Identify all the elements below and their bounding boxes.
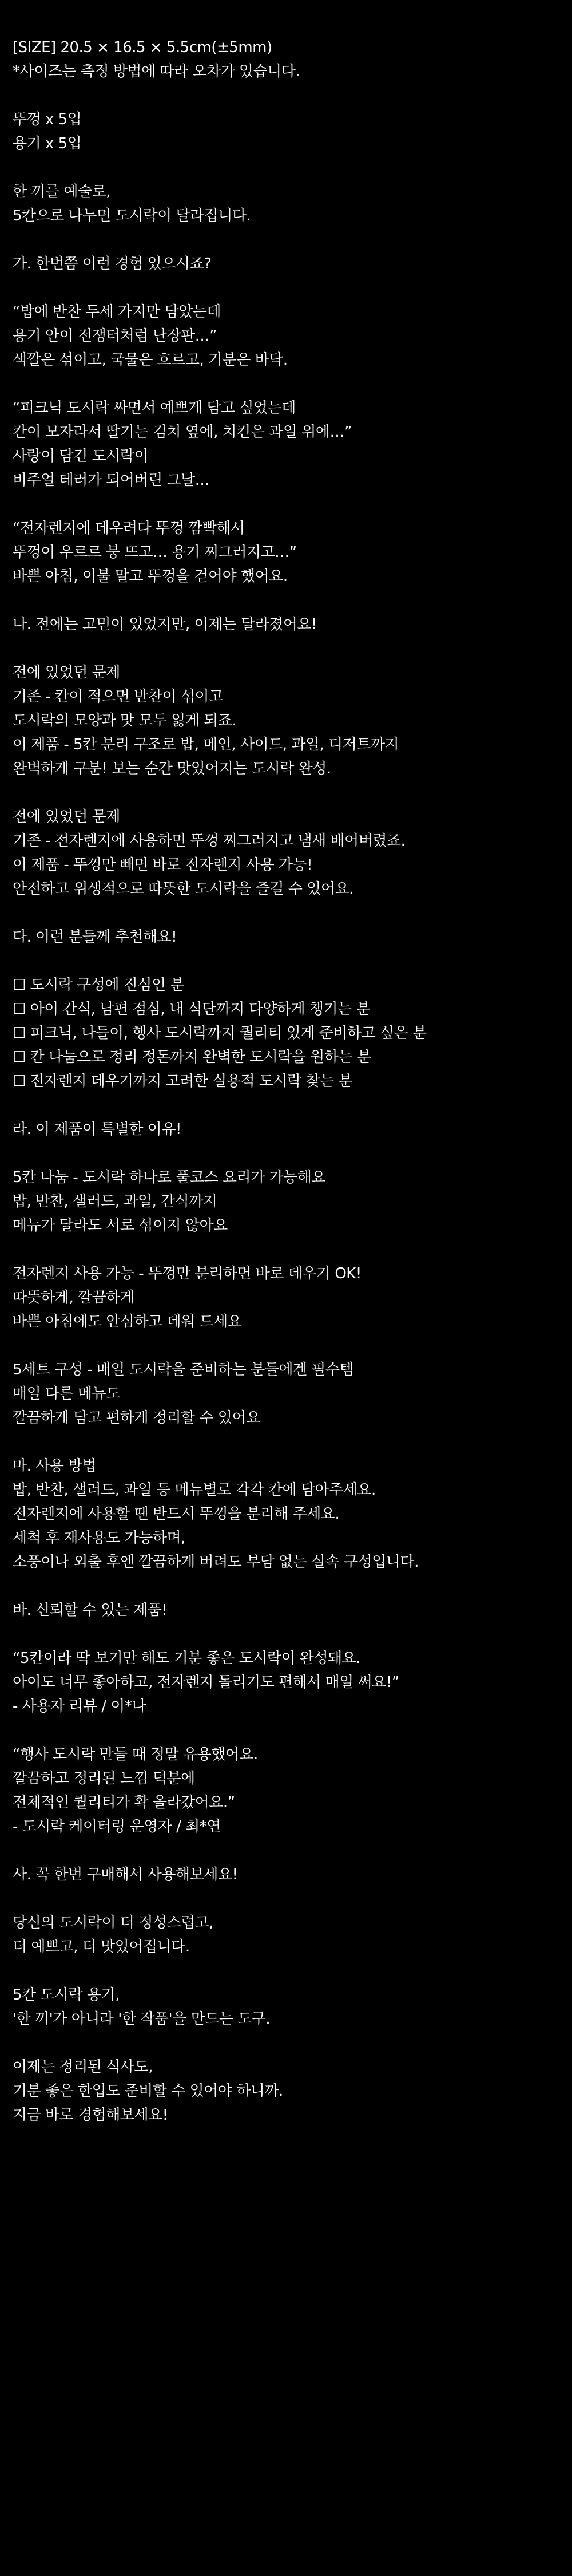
- text-line: 밥, 반찬, 샐러드, 과일, 간식까지: [13, 1193, 217, 1210]
- blank-line: [13, 276, 572, 300]
- text-line: ☐ 도시락 구성에 진심인 분: [13, 977, 185, 994]
- text-line: 전에 있었던 문제: [13, 808, 120, 825]
- text-line: 기존 - 전자렌지에 사용하면 뚜껑 찌그러지고 냄새 배어버렸죠.: [13, 832, 406, 850]
- text-line: 따뜻하게, 깔끔하게: [13, 1289, 134, 1306]
- text-line: 전자렌지에 사용할 땐 반드시 뚜껑을 분리해 주세요.: [13, 1506, 340, 1523]
- text-line: 세척 후 재사용도 가능하며,: [13, 1530, 185, 1547]
- text-line: 뚜껑이 우르르 붕 뜨고… 용기 찌그러지고…”: [13, 544, 297, 561]
- text-line: 소풍이나 외출 후엔 깔끔하게 버려도 부담 없는 실속 구성입니다.: [13, 1554, 419, 1571]
- text-line: 가. 한번쯤 이런 경험 있으시죠?: [13, 255, 212, 272]
- text-line: 5세트 구성 - 매일 도시락을 준비하는 분들에겐 필수템: [13, 1361, 354, 1378]
- blank-line: [13, 1887, 572, 1911]
- text-line: “피크닉 도시락 싸면서 예쁘게 담고 싶었는데: [13, 400, 296, 417]
- text-line: 색깔은 섞이고, 국물은 흐르고, 기분은 바닥.: [13, 351, 288, 369]
- text-line: 다. 이런 분들께 추천해요!: [13, 929, 177, 946]
- blank-line: [13, 1839, 572, 1863]
- text-line: ☐ 칸 나눔으로 정리 정돈까지 완벽한 도시락을 원하는 분: [13, 1049, 371, 1066]
- text-line: [SIZE] 20.5 × 16.5 × 5.5cm(±5mm): [13, 39, 272, 56]
- text-line: “행사 도시락 만들 때 정말 유용했어요.: [13, 1746, 258, 1763]
- text-line: 당신의 도시락이 더 정성스럽고,: [13, 1914, 214, 1931]
- text-line: 5칸으로 나누면 도시락이 달라집니다.: [13, 207, 251, 224]
- text-line: - 사용자 리뷰 / 이*나: [13, 1698, 146, 1715]
- blank-line: [13, 1093, 572, 1117]
- text-line: 더 예쁘고, 더 맛있어집니다.: [13, 1938, 190, 1955]
- blank-line: [13, 1959, 572, 1983]
- blank-line: [13, 588, 572, 613]
- blank-line: [13, 1574, 572, 1598]
- text-line: 기분 좋은 한입도 준비할 수 있어야 하니까.: [13, 2083, 283, 2100]
- text-line: 비주얼 테러가 되어버린 그날…: [13, 472, 210, 489]
- text-line: 이 제품 - 5칸 분리 구조로 밥, 메인, 사이드, 과일, 디저트까지: [13, 736, 399, 753]
- text-line: 마. 사용 방법: [13, 1457, 97, 1475]
- text-line: 이제는 정리된 식사도,: [13, 2059, 153, 2076]
- text-line: “전자렌지에 데우려다 뚜껑 깜빡해서: [13, 520, 245, 537]
- text-line: 전자렌지 사용 가능 - 뚜껑만 분리하면 바로 데우기 OK!: [13, 1265, 362, 1282]
- text-line: 사랑이 담긴 도시락이: [13, 448, 149, 465]
- text-line: ☐ 피크닉, 나들이, 행사 도시락까지 퀄리티 있게 준비하고 싶은 분: [13, 1025, 427, 1042]
- text-line: 나. 전에는 고민이 있었지만, 이제는 달라졌어요!: [13, 616, 317, 633]
- blank-line: [13, 949, 572, 973]
- text-line: 깔끔하고 정리된 느낌 덕분에: [13, 1770, 195, 1787]
- text-line: 라. 이 제품이 특별한 이유!: [13, 1121, 181, 1138]
- text-line: 5칸 나눔 - 도시락 하나로 풀코스 요리가 가능해요: [13, 1169, 325, 1186]
- text-line: 5칸 도시락 용기,: [13, 1986, 120, 2004]
- text-line: 용기 안이 전쟁터처럼 난장판…”: [13, 327, 217, 345]
- blank-line: [13, 637, 572, 661]
- blank-line: [13, 492, 572, 516]
- text-line: *사이즈는 측정 방법에 따라 오차가 있습니다.: [13, 63, 300, 80]
- blank-line: [13, 781, 572, 805]
- blank-line: [13, 901, 572, 925]
- text-line: 깔끔하게 담고 편하게 정리할 수 있어요: [13, 1409, 260, 1427]
- blank-line: [13, 228, 572, 252]
- blank-line: [13, 1334, 572, 1358]
- text-line: 한 끼를 예술로,: [13, 183, 110, 200]
- blank-line: [13, 156, 572, 180]
- blank-line: [13, 1622, 572, 1646]
- text-line: 기존 - 칸이 적으면 반찬이 섞이고: [13, 688, 223, 705]
- text-line: 밥, 반찬, 샐러드, 과일 등 메뉴별로 각각 칸에 담아주세요.: [13, 1481, 376, 1499]
- text-line: 이 제품 - 뚜껑만 빼면 바로 전자렌지 사용 가능!: [13, 856, 313, 874]
- text-line: 바. 신뢰할 수 있는 제품!: [13, 1602, 168, 1619]
- text-line: 메뉴가 달라도 서로 섞이지 않아요: [13, 1217, 228, 1234]
- blank-line: [13, 1141, 572, 1165]
- text-line: 안전하고 위생적으로 따뜻한 도시락을 즐길 수 있어요.: [13, 880, 353, 898]
- text-line: 지금 바로 경험해보세요!: [13, 2107, 168, 2124]
- text-line: 아이도 너무 좋아하고, 전자렌지 돌리기도 편해서 매일 써요!”: [13, 1674, 399, 1691]
- text-line: 바쁜 아침, 이불 말고 뚜껑을 걷어야 했어요.: [13, 568, 288, 585]
- blank-line: [13, 372, 572, 396]
- blank-line: [13, 1718, 572, 1743]
- text-line: '한 끼'가 아니라 '한 작품'을 만드는 도구.: [13, 2010, 271, 2028]
- text-line: 뚜껑 x 5입: [13, 111, 82, 128]
- blank-line: [13, 1238, 572, 1262]
- text-line: 사. 꼭 한번 구매해서 사용해보세요!: [13, 1866, 238, 1883]
- blank-line: [13, 84, 572, 108]
- text-line: 용기 x 5입: [13, 135, 82, 152]
- blank-line: [13, 1430, 572, 1454]
- text-line: 칸이 모자라서 딸기는 김치 옆에, 치킨은 과일 위에…”: [13, 424, 352, 441]
- text-line: ☐ 아이 간식, 남편 점심, 내 식단까지 다양하게 챙기는 분: [13, 1001, 371, 1018]
- text-line: 전에 있었던 문제: [13, 664, 120, 681]
- text-line: ☐ 전자렌지 데우기까지 고려한 실용적 도시락 찾는 분: [13, 1073, 353, 1090]
- text-line: “5칸이라 딱 보기만 해도 기분 좋은 도시락이 완성돼요.: [13, 1650, 361, 1667]
- blank-line: [13, 2031, 572, 2055]
- text-line: 매일 다른 메뉴도: [13, 1385, 120, 1402]
- text-line: 도시락의 모양과 맛 모두 잃게 되죠.: [13, 712, 237, 729]
- text-line: - 도시락 케이터링 운영자 / 최*연: [13, 1818, 221, 1835]
- text-line: 전체적인 퀄리티가 확 올라갔어요.”: [13, 1794, 235, 1811]
- text-line: “밥에 반찬 두세 가지만 담았는데: [13, 303, 221, 321]
- text-line: 바쁜 아침에도 안심하고 데워 드세요: [13, 1313, 242, 1330]
- text-line: 완벽하게 구분! 보는 순간 맛있어지는 도시락 완성.: [13, 760, 331, 777]
